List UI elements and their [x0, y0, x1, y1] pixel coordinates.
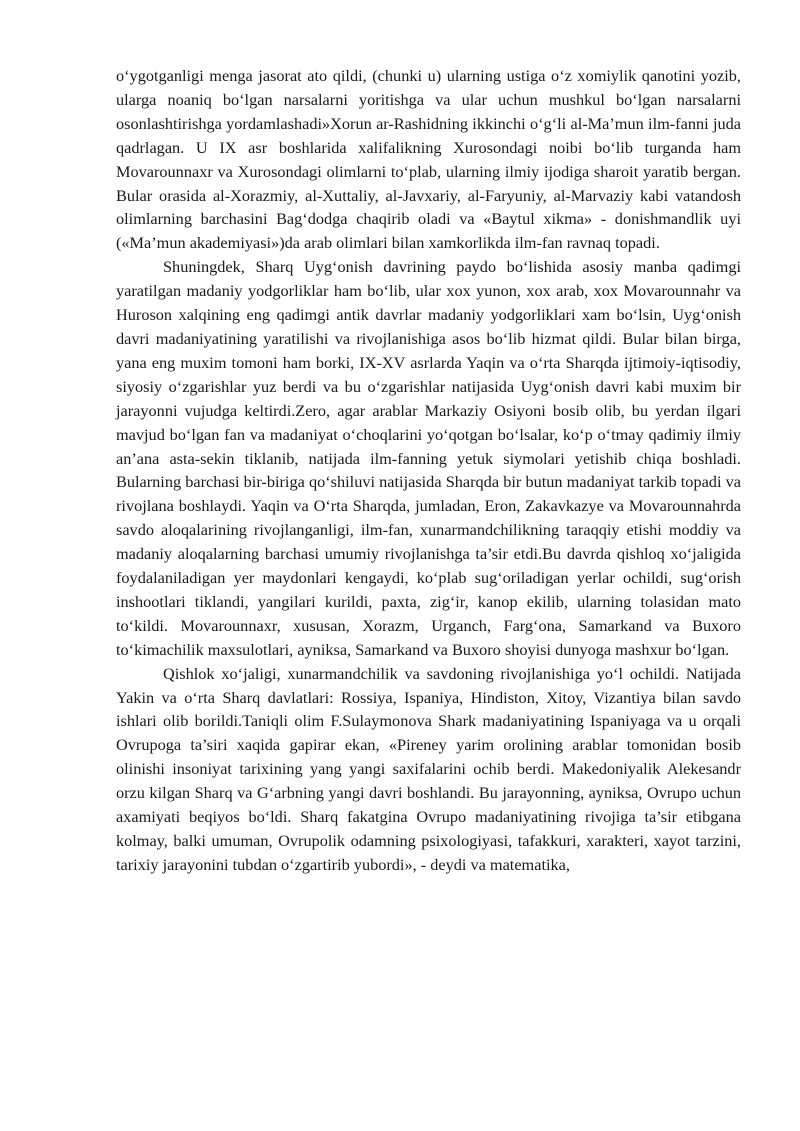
paragraph-2: Shuningdek, Sharq Uyg‘onish davrining paydo bo‘lishida asosiy manba qadimgi yaratilgan madaniy yodgorliklar ham bo‘lib, ular xox yunon, xox arab, xox Movarounnahr va Huroson xalqining eng qadimgi antik davrlar madaniy yodgorliklari xam bo‘lsin, Uyg‘onish davri madaniyatining yaratilishi va rivojlanishiga asos bo‘lib hizmat qildi. Bular bilan birga, yana eng muxim tomoni ham borki, IX-XV asrlarda Yaqin va o‘rta Sharqda ijtimoiy-iqtisodiy, siyosiy o‘zgarishlar yuz berdi va bu o‘zgarishlar natijasida Uyg‘onish davri kabi muxim bir jarayonni vujudga keltirdi.Zero, agar arablar Markaziy Osiyoni bosib olib, bu yerdan ilgari mavjud bo‘lgan fan va madaniyat o‘choqlarini yo‘qotgan bo‘lsalar, ko‘p o‘tmay qadimiy ilmiy an’ana asta-sekin tiklanib, natijada ilm-fanning yetuk siymolari yetishib chiqa boshladi. Bularning barchasi bir-biriga qo‘shiluvi natijasida Sharqda bir butun madaniyat tarkib topadi va rivojlana boshlaydi. Yaqin va O‘rta Sharqda, jumladan, Eron, Zakavkazye va Movarounnahrda savdo aloqalarining rivojlanganligi, ilm-fan, xunarmandchilikning taraqqiy etishi moddiy va madaniy aloqalarning barchasi umumiy rivojlanishga ta’sir etdi.Bu davrda qishloq xo‘jaligida foydalaniladigan yer maydonlari kengaydi, ko‘plab sug‘oriladigan yerlar ochildi, sug‘orish inshootlari tiklandi, yangilari kurildi, paxta, zig‘ir, kanop ekilib, ularning tolasidan mato to‘kildi. Movarounnaxr, xususan, Xorazm, Urganch, Farg‘ona, Samarkand va Buxoro to‘kimachilik maxsulotlari, ayniksa, Samarkand va Buxoro shoyisi dunyoga mashxur bo‘lgan. — [116, 257, 741, 659]
paragraph-3: Qishlok xo‘jaligi, xunarmandchilik va savdoning rivojlanishiga yo‘l ochildi. Natijada Yakin va o‘rta Sharq davlatlari: Rossiya, Ispaniya, Hindiston, Xitoy, Vizantiya bilan savdo ishlari olib borildi.Taniqli olim F.Sulaymonova Shark madaniyatining Ispaniyaga va u orqali Ovrupoga ta’siri xaqida gapirar ekan, «Pireney yarim orolining arablar tomonidan bosib olinishi insoniyat tarixining yang yangi saxifalarini ochib berdi. Makedoniyalik Alekesandr orzu kilgan Sharq va G‘arbning yangi davri boshlandi. Bu jarayonning, ayniksa, Ovrupo uchun axamiyati beqiyos bo‘ldi. Sharq fakatgina Ovrupo madaniyatining rivojiga ta’sir etibgana kolmay, balki umuman, Ovrupolik odamning psixologiyasi, tafakkuri, xarakteri, xayot tarzini, tarixiy jarayonini tubdan o‘zgartirib yubordi», - deydi va matematika, — [116, 663, 741, 874]
paragraph-1: o‘ygotganligi menga jasorat ato qildi, (chunki u) ularning ustiga o‘z xomiylik qanotini yozib, ularga noaniq bo‘lgan narsalarni yoritishga va ular uchun mushkul bo‘lgan narsalarni osonlashtirishga yordamlashadi»Xorun ar-Rashidning ikkinchi o‘g‘li al-Ma’mun ilm-fanni juda qadrlagan. U IX asr boshlarida xalifalikning Xurosondagi noibi bo‘lib turganda ham Movarounnaxr va Xurosondagi olimlarni to‘plab, ularning ilmiy ijodiga sharoit yaratib bergan. Bular orasida al-Xorazmiy, al-Xuttaliy, al-Javxariy, al-Faryuniy, al-Marvaziy kabi vatandosh olimlarning barchasini Bag‘dodga chaqirib oladi va «Baytul xikma» - donishmandlik uyi («Ma’mun akademiyasi»)da arab olimlari bilan xamkorlikda ilm-fan ravnaq topadi. — [116, 66, 741, 253]
document-page — [116, 64, 741, 877]
